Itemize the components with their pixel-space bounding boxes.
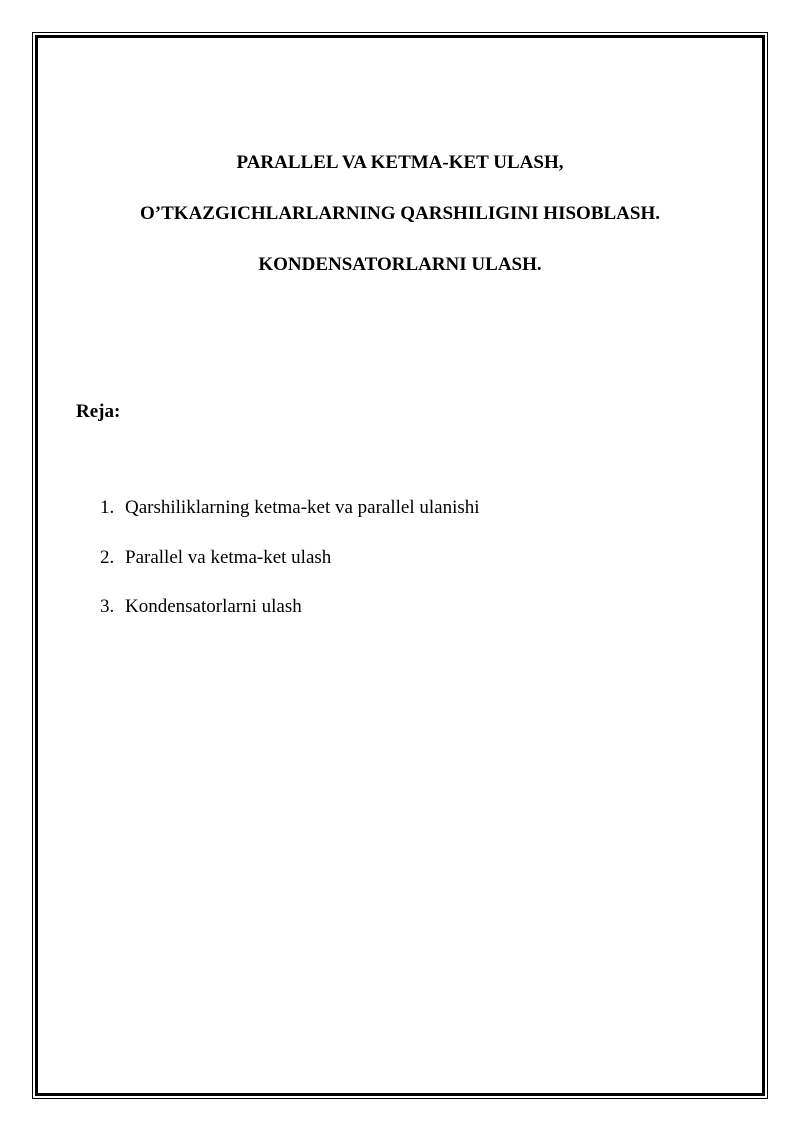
plan-item-number: 2.: [100, 546, 115, 568]
document-title-line-1: PARALLEL VA KETMA-KET ULASH,: [236, 152, 564, 173]
document-title-line-3: KONDENSATORLARNI ULASH.: [258, 254, 542, 275]
plan-item-text: Parallel va ketma-ket ulash: [125, 546, 332, 568]
plan-item-3: [100, 596, 480, 618]
plan-item-1: [100, 497, 480, 519]
plan-item-number: 3.: [100, 596, 115, 617]
plan-item-number: 1.: [100, 497, 115, 518]
plan-heading: Reja:: [76, 401, 121, 422]
plan-item-text: Qarshiliklarning ketma-ket va parallel ulanishi: [125, 497, 480, 518]
plan-list: [100, 497, 480, 646]
plan-item-2: [100, 547, 480, 569]
plan-item-text: Kondensatorlarni ulash: [125, 596, 302, 617]
document-title-line-2: O’TKAZGICHLARLARNING QARSHILIGINI HISOBLASH.: [140, 203, 660, 224]
